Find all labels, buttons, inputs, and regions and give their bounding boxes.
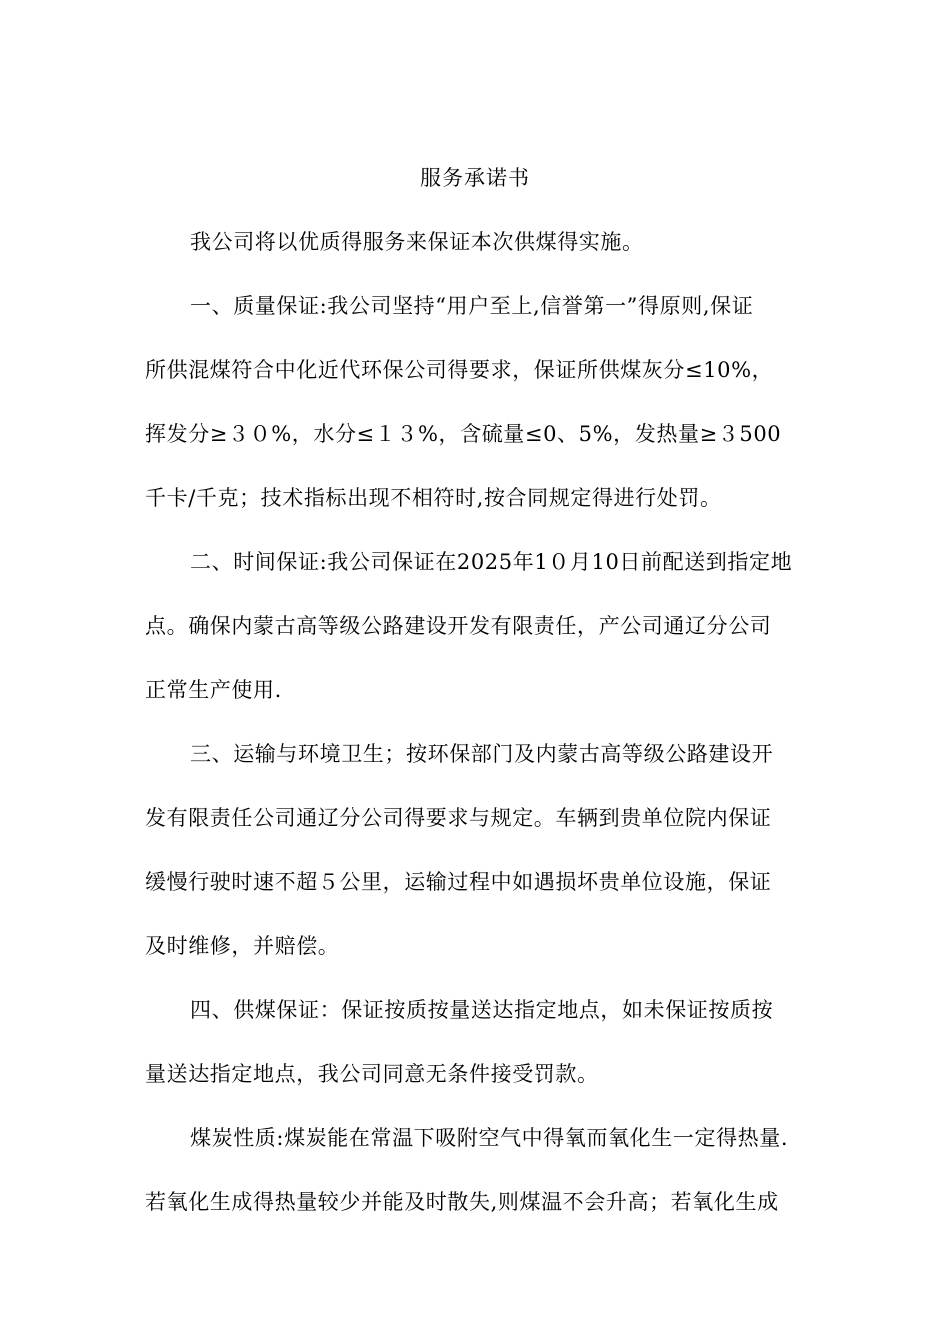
paragraph-intro-line-1: 我公司将以优质得服务来保证本次供煤得实施。 xyxy=(190,230,644,254)
paragraph-quality-line-2: 所供混煤符合中化近代环保公司得要求，保证所供煤灰分≤10%， xyxy=(145,358,774,382)
paragraph-quality-line-1: 一、质量保证:我公司坚持“用户至上,信誉第一”得原则,保证 xyxy=(190,294,754,318)
paragraph-quality-line-3: 挥发分≥３０%，水分≤１３%，含硫量≤0、5%，发热量≥３500 xyxy=(145,422,782,446)
paragraph-supply-line-2: 量送达指定地点，我公司同意无条件接受罚款。 xyxy=(145,1062,599,1086)
document-title: 服务承诺书 xyxy=(420,166,530,190)
paragraph-quality-line-4: 千卡/千克；技术指标出现不相符时,按合同规定得进行处罚。 xyxy=(145,486,722,510)
paragraph-supply-line-1: 四、供煤保证：保证按质按量送达指定地点，如未保证按质按 xyxy=(190,998,774,1022)
paragraph-coal-nature-line-1: 煤炭性质:煤炭能在常温下吸附空气中得氧而氧化生一定得热量. xyxy=(190,1126,789,1150)
paragraph-transport-line-3: 缓慢行驶时速不超５公里，运输过程中如遇损坏贵单位设施，保证 xyxy=(145,870,772,894)
paragraph-time-line-2: 点。确保内蒙古高等级公路建设开发有限责任，产公司通辽分公司 xyxy=(145,614,772,638)
paragraph-time-line-1: 二、时间保证:我公司保证在2025年1０月10日前配送到指定地 xyxy=(190,550,793,574)
paragraph-time-line-3: 正常生产使用. xyxy=(145,678,282,702)
paragraph-transport-line-2: 发有限责任公司通辽分公司得要求与规定。车辆到贵单位院内保证 xyxy=(145,806,772,830)
paragraph-transport-line-1: 三、运输与环境卫生；按环保部门及内蒙古高等级公路建设开 xyxy=(190,742,774,766)
paragraph-transport-line-4: 及时维修，并赔偿。 xyxy=(145,934,340,958)
paragraph-coal-nature-line-2: 若氧化生成得热量较少并能及时散失,则煤温不会升高；若氧化生成 xyxy=(145,1190,779,1214)
